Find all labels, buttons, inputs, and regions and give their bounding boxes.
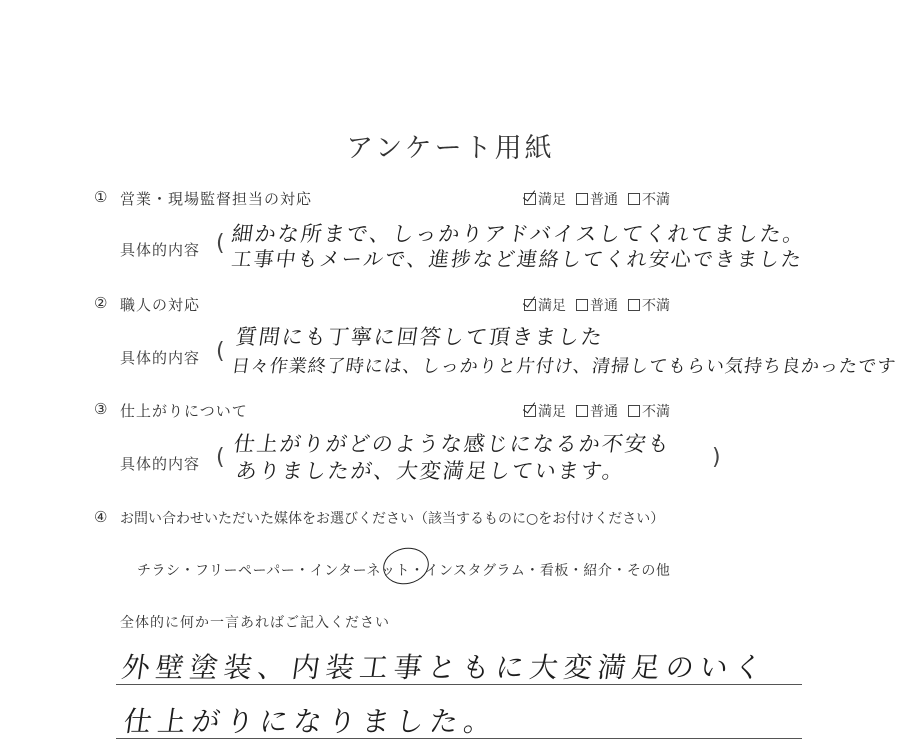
question-4-text: お問い合わせいただいた媒体をお選びください（該当するものに○をお付けください） xyxy=(120,511,665,527)
question-2-detail-label: 具体的内容 xyxy=(120,349,201,367)
checked-checkbox-icon[interactable] xyxy=(524,193,536,205)
open-paren: ( xyxy=(216,339,225,364)
rating-option[interactable]: 普通 xyxy=(576,401,618,421)
question-3-detail-label: 具体的内容 xyxy=(120,455,201,473)
question-2-answer-line-2: 日々作業終了時には、しっかりと片付け、清掃してもらい気持ち良かったです xyxy=(230,356,898,377)
rating-option[interactable]: 不満 xyxy=(628,295,670,315)
rating-option[interactable]: 不満 xyxy=(628,189,670,209)
checkbox-icon[interactable] xyxy=(576,299,588,311)
rating-option[interactable]: 普通 xyxy=(576,295,618,315)
comment-underline-1 xyxy=(116,684,802,685)
close-paren: ) xyxy=(712,445,721,470)
comment-line-1: 外壁塗装、内装工事ともに大変満足のいく xyxy=(119,651,771,684)
checkbox-icon[interactable] xyxy=(628,299,640,311)
question-2-number: ② xyxy=(94,294,108,312)
checkbox-icon[interactable] xyxy=(628,193,640,205)
checkbox-icon[interactable] xyxy=(628,405,640,417)
question-3-answer-line-1: 仕上がりがどのような感じになるか不安も xyxy=(232,432,673,456)
question-2-text: 職人の対応 xyxy=(120,296,201,314)
rating-option[interactable]: 不満 xyxy=(628,401,670,421)
question-1-text: 営業・現場監督担当の対応 xyxy=(120,190,313,208)
question-4-number: ④ xyxy=(94,508,108,526)
media-options: チラシ・フリーペーパー・インターネット・インスタグラム・看板・紹介・その他 xyxy=(137,563,671,579)
question-3-number: ③ xyxy=(94,400,108,418)
comment-line-2: 仕上がりになりました。 xyxy=(121,705,501,738)
question-2-answer-line-1: 質問にも丁寧に回答して頂きました xyxy=(234,325,606,349)
question-1-answer-line-2: 工事中もメールで、進捗など連絡してくれ安心できました xyxy=(230,247,805,271)
question-1-answer-line-1: 細かな所まで、しっかりアドバイスしてくれてました。 xyxy=(230,222,808,246)
open-paren: ( xyxy=(216,445,225,470)
question-1-detail-label: 具体的内容 xyxy=(120,241,201,259)
question-1-rating xyxy=(524,189,670,209)
open-paren: ( xyxy=(216,231,225,256)
rating-option[interactable]: 普通 xyxy=(576,189,618,209)
question-1-number: ① xyxy=(94,188,108,206)
checkbox-icon[interactable] xyxy=(576,193,588,205)
question-3-text: 仕上がりについて xyxy=(120,402,248,420)
question-3-rating xyxy=(524,401,670,421)
rating-option[interactable]: 満足 xyxy=(524,401,566,421)
comment-prompt: 全体的に何か一言あればご記入ください xyxy=(120,615,390,631)
checked-checkbox-icon[interactable] xyxy=(524,299,536,311)
question-3-answer-line-2: ありましたが、大変満足しています。 xyxy=(234,459,627,483)
comment-underline-2 xyxy=(116,738,802,739)
selection-circle-icon xyxy=(380,544,432,589)
page-title: アンケート用紙 xyxy=(346,133,555,164)
rating-option[interactable]: 満足 xyxy=(524,189,566,209)
checked-checkbox-icon[interactable] xyxy=(524,405,536,417)
question-2-rating xyxy=(524,295,670,315)
rating-option[interactable]: 満足 xyxy=(524,295,566,315)
checkbox-icon[interactable] xyxy=(576,405,588,417)
